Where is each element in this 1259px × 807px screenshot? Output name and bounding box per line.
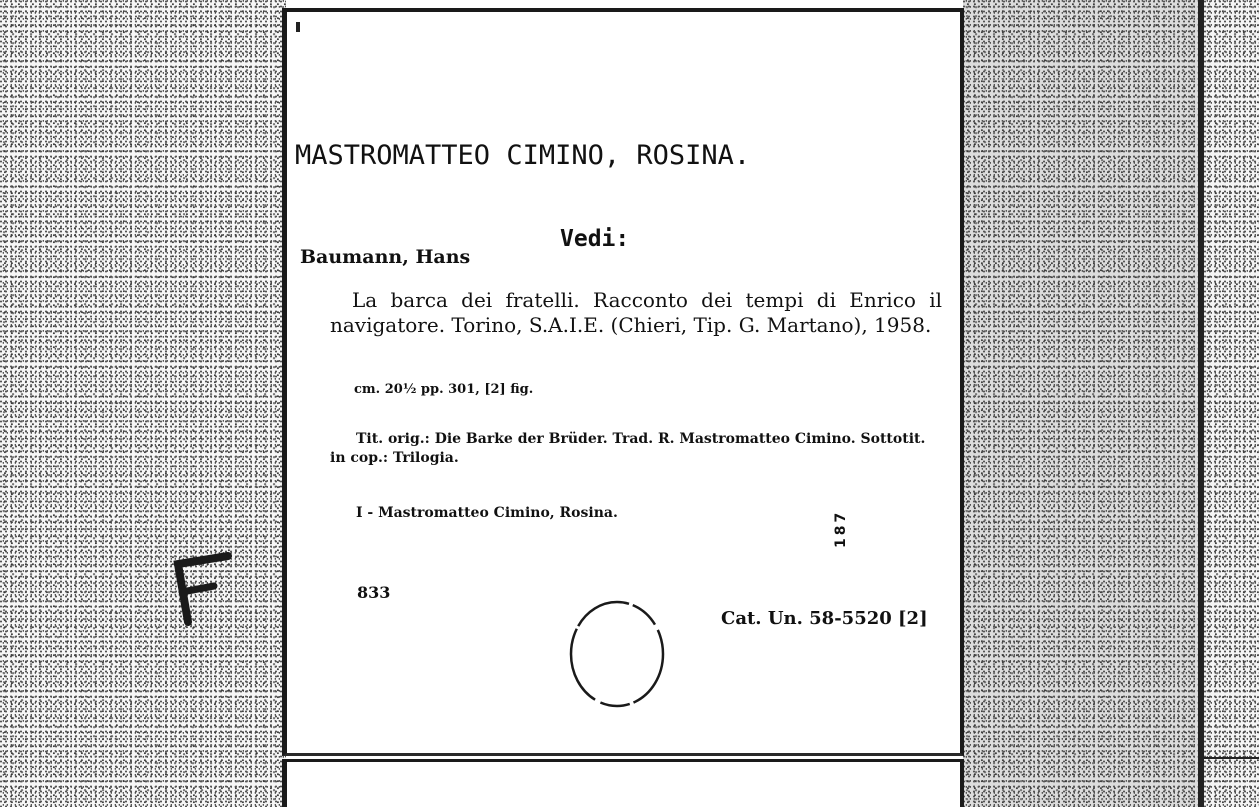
card-heading: MASTROMATTEO CIMINO, ROSINA.: [295, 140, 751, 171]
physical-description: cm. 20½ pp. 301, [2] fig.: [354, 382, 534, 397]
scan-background-left: [0, 0, 286, 807]
author-name: Baumann, Hans: [300, 246, 471, 268]
catalog-reference: Cat. Un. 58-5520 [2]: [721, 608, 928, 629]
corner-mark: [296, 22, 300, 32]
classification-number: 833: [357, 583, 391, 602]
card-notes: Tit. orig.: Die Barke der Brüder. Trad. R. Mastromatteo Cimino. Sottotit. in cop.: Trilogia.: [330, 431, 926, 466]
punch-hole: [565, 598, 665, 710]
scan-horizontal-line: [1204, 757, 1259, 759]
scan-background-far-right: [1204, 0, 1259, 807]
call-number-text: 187: [833, 509, 849, 548]
scan-background-right: [963, 0, 1203, 807]
title-description: La barca dei fratelli. Racconto dei tempi di Enrico il navigatore. Torino, S.A.I.E. (Chieri, Tip. G. Martano), 1958.: [330, 288, 942, 337]
see-label: Vedi:: [560, 226, 630, 252]
added-entry: I - Mastromatteo Cimino, Rosina.: [356, 505, 618, 521]
margin-letter-f-mark: [170, 552, 240, 632]
call-number: [833, 500, 853, 560]
next-catalog-card: [282, 759, 964, 807]
